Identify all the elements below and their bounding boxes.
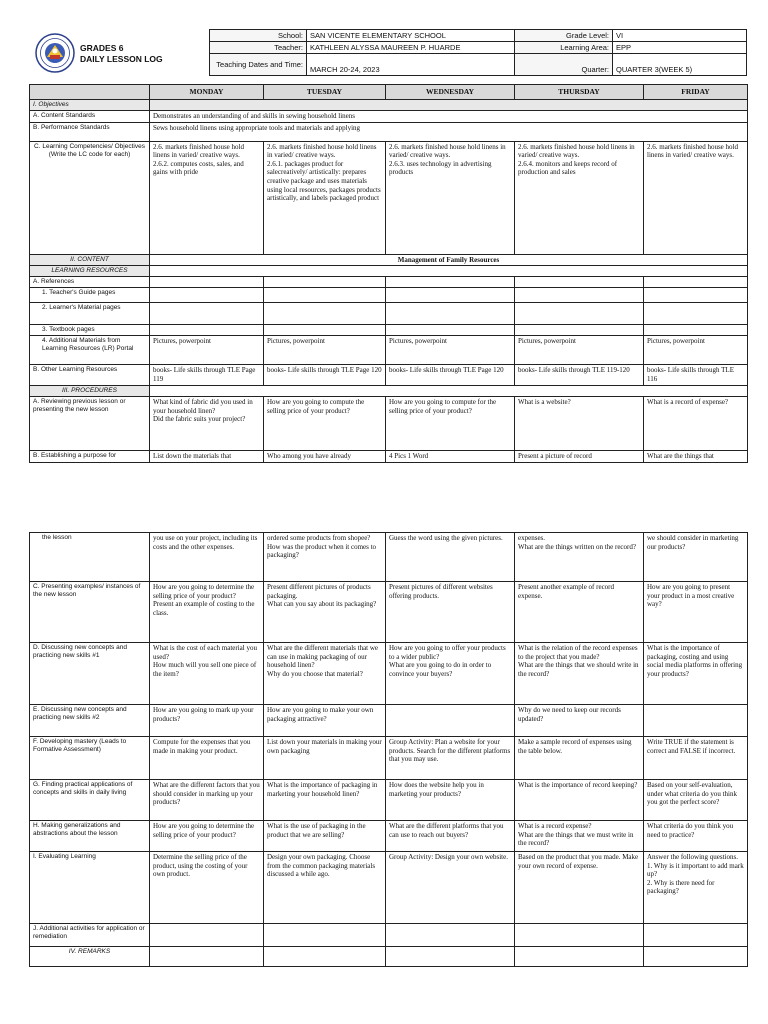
proc-d-cell: How are you going to offer your products to a wider public? What are you going to do in order to convince your buyers? [386,643,515,705]
proc-i-cell: Determine the selling price of the product, using the costing of your own product. [150,852,264,924]
teaching-dates-label: Teaching Dates and Time: [210,54,307,76]
proc-h-cell: What is the use of packaging in the product that we are selling? [264,821,386,852]
other-resources-label: B. Other Learning Resources [30,365,150,386]
competencies-label: C. Learning Competencies/ Objectives (Write the LC code for each) [30,141,150,254]
proc-b-cell: we should consider in marketing our products? [644,533,748,582]
proc-h-cell: How are you going to determine the selling price of your product? [150,821,264,852]
proc-f-label: F. Developing mastery (Leads to Formative Assessment) [30,737,150,780]
proc-g-cell: What is the importance of record keeping? [515,780,644,821]
proc-e-cell: Why do we need to keep our records updated? [515,705,644,737]
proc-a-cell: How are you going to compute the selling price of your product? [264,397,386,451]
proc-g-label: G. Finding practical applications of concepts and skills in daily living [30,780,150,821]
proc-h-cell: What are the different platforms that you can use to reach out buyers? [386,821,515,852]
other-resources-cell: books- Life skills through TLE Page 120 [264,365,386,386]
learners-material-label: 2. Learner's Material pages [30,303,150,325]
additional-materials-cell: Pictures, powerpoint [644,336,748,365]
quarter-value: QUARTER 3(WEEK 5) [613,54,747,76]
remarks-label: IV. REMARKS [30,947,150,967]
proc-c-cell: Present pictures of different websites offering products. [386,582,515,643]
additional-materials-cell: Pictures, powerpoint [150,336,264,365]
proc-e-label: E. Discussing new concepts and practicing new skills #2 [30,705,150,737]
proc-b-cell: List down the materials that [150,451,264,463]
proc-c-cell: How are you going to present your product in a most creative way? [644,582,748,643]
title-log: DAILY LESSON LOG [80,54,163,64]
proc-i-cell: Design your own packaging. Choose from the common packaging materials discussed a while ago. [264,852,386,924]
proc-c-cell: Present another example of record expense. [515,582,644,643]
proc-h-label: H. Making generalizations and abstractions about the lesson [30,821,150,852]
competency-cell: 2.6. markets finished house hold linens in varied/ creative ways. [644,141,748,254]
proc-f-cell: Make a sample record of expenses using the table below. [515,737,644,780]
teacher-label: Teacher: [210,42,307,54]
proc-b-cell: Present a picture of record [515,451,644,463]
proc-c-cell: Present different pictures of products packaging. What can you say about its packaging? [264,582,386,643]
teachers-guide-label: 1. Teacher's Guide pages [30,288,150,303]
quarter-label: Quarter: [515,54,613,76]
day-header: THURSDAY [515,85,644,100]
day-header: TUESDAY [264,85,386,100]
proc-a-cell: What is a record of expense? [644,397,748,451]
proc-b-cell: Guess the word using the given pictures. [386,533,515,582]
proc-g-cell: How does the website help you in marketing your products? [386,780,515,821]
objectives-heading: I. Objectives [30,100,150,111]
day-header: MONDAY [150,85,264,100]
proc-b-cell: you use on your project, including its costs and the other expenses. [150,533,264,582]
title-grade: GRADES 6 [80,43,124,53]
proc-b-cell: Who among you have already [264,451,386,463]
proc-i-cell: Answer the following questions. 1. Why is it important to add mark up? 2. Why is there need for packaging? [644,852,748,924]
additional-materials-label: 4. Additional Materials from Learning Resources (LR) Portal [30,336,150,365]
proc-i-cell: Based on the product that you made. Make your own record of expense. [515,852,644,924]
textbook-pages-label: 3. Textbook pages [30,325,150,336]
other-resources-cell: books- Life skills through TLE 116 [644,365,748,386]
proc-h-cell: What is a record expense? What are the things that we must write in the record? [515,821,644,852]
proc-d-cell: What are the different materials that we can use in making packaging of our household linen? Why do you choose that material? [264,643,386,705]
proc-c-cell: How are you going to determine the selling price of your product? Present an example of costing to the class. [150,582,264,643]
proc-f-cell: Group Activity: Plan a website for your products. Search for the different platforms that you may use. [386,737,515,780]
proc-d-cell: What is the cost of each material you used? How much will you sell one piece of the item? [150,643,264,705]
proc-d-cell: What is the relation of the record expenses to the project that you made? What are the things that we should write in the record? [515,643,644,705]
day-header: WEDNESDAY [386,85,515,100]
performance-standards-value: Sews household linens using appropriate tools and materials and applying [150,122,748,141]
competency-cell: 2.6. markets finished house hold linens in varied/ creative ways. 2.6.4. monitors and keeps record of production and sales [515,141,644,254]
deped-seal-logo [35,33,75,73]
competency-cell: 2.6. markets finished house hold linens in varied/ creative ways. 2.6.3. uses technology in advertising products [386,141,515,254]
proc-b-cell: ordered some products from shopee? How was the product when it comes to packaging? [264,533,386,582]
performance-standards-label: B. Performance Standards [30,122,150,141]
proc-a-cell: How are you going to compute for the selling price of your product? [386,397,515,451]
proc-d-cell: What is the importance of packaging, costing and using social media platforms in offering your products? [644,643,748,705]
proc-g-cell: What is the importance of packaging in marketing your household linen? [264,780,386,821]
proc-f-cell: List down your materials in making your own packaging [264,737,386,780]
content-standards-label: A. Content Standards [30,111,150,123]
learning-area-label: Learning Area: [515,42,613,54]
teaching-dates-value: MARCH 20-24, 2023 [307,54,515,76]
content-topic: Management of Family Resources [150,254,748,266]
learning-resources-heading: LEARNING RESOURCES [30,266,150,277]
additional-materials-cell: Pictures, powerpoint [386,336,515,365]
competencies-row [30,141,748,254]
references-label: A. References [30,277,150,288]
proc-b-cell: What are the things that [644,451,748,463]
additional-materials-cell: Pictures, powerpoint [515,336,644,365]
grade-level-value: VI [613,30,747,42]
proc-i-cell: Group Activity: Design your own website. [386,852,515,924]
proc-f-cell: Write TRUE if the statement is correct and FALSE if incorrect. [644,737,748,780]
header-info-table [209,29,747,76]
proc-b-label-cont: the lesson [30,533,150,582]
learning-area-value: EPP [613,42,747,54]
proc-h-cell: What criteria do you think you need to practice? [644,821,748,852]
content-heading: II. CONTENT [30,254,150,266]
proc-a-cell: What kind of fabric did you used in your household linen? Did the fabric suits your project? [150,397,264,451]
proc-e-cell [386,705,515,737]
additional-materials-cell: Pictures, powerpoint [264,336,386,365]
proc-b-label: B. Establishing a purpose for [30,451,150,463]
school-label: School: [210,30,307,42]
lesson-plan-table-page1 [29,84,748,463]
proc-i-label: I. Evaluating Learning [30,852,150,924]
day-header: FRIDAY [644,85,748,100]
procedures-heading: III. PROCEDURES [30,386,150,397]
proc-a-cell: What is a website? [515,397,644,451]
grade-level-label: Grade Level: [515,30,613,42]
other-resources-cell: books- Life skills through TLE 119-120 [515,365,644,386]
proc-e-cell: How are you going to mark up your products? [150,705,264,737]
competency-cell: 2.6. markets finished house hold linens in varied/ creative ways. 2.6.1. packages product for salecreatively/ artistically: prepares creative package and uses materials using local resources, packages products artistically, and labels packaged product [264,141,386,254]
competency-cell: 2.6. markets finished house hold linens in varied/ creative ways. 2.6.2. computes costs, sales, and gains with pride [150,141,264,254]
proc-f-cell: Compute for the expenses that you made in making your product. [150,737,264,780]
teacher-value: KATHLEEN ALYSSA MAUREEN P. HUARDE [307,42,515,54]
proc-a-label: A. Reviewing previous lesson or presenting the new lesson [30,397,150,451]
content-standards-value: Demonstrates an understanding of and skills in sewing household linens [150,111,748,123]
day-header-row [30,85,748,100]
other-resources-cell: books- Life skills through TLE Page 119 [150,365,264,386]
other-resources-cell: books- Life skills through TLE Page 120 [386,365,515,386]
proc-j-label: J. Additional activities for application or remediation [30,924,150,947]
document-title [80,43,163,65]
proc-e-cell [644,705,748,737]
proc-d-label: D. Discussing new concepts and practicing new skills #1 [30,643,150,705]
lesson-plan-table-page2 [29,532,748,967]
proc-g-cell: Based on your self-evaluation, under what criteria do you think you got the perfect score? [644,780,748,821]
proc-c-label: C. Presenting examples/ instances of the new lesson [30,582,150,643]
proc-e-cell: How are you going to make your own packaging attractive? [264,705,386,737]
proc-g-cell: What are the different factors that you should consider in marking up your products? [150,780,264,821]
proc-b-cell: 4 Pics 1 Word [386,451,515,463]
school-value: SAN VICENTE ELEMENTARY SCHOOL [307,30,515,42]
proc-b-cell: expenses. What are the things written on the record? [515,533,644,582]
